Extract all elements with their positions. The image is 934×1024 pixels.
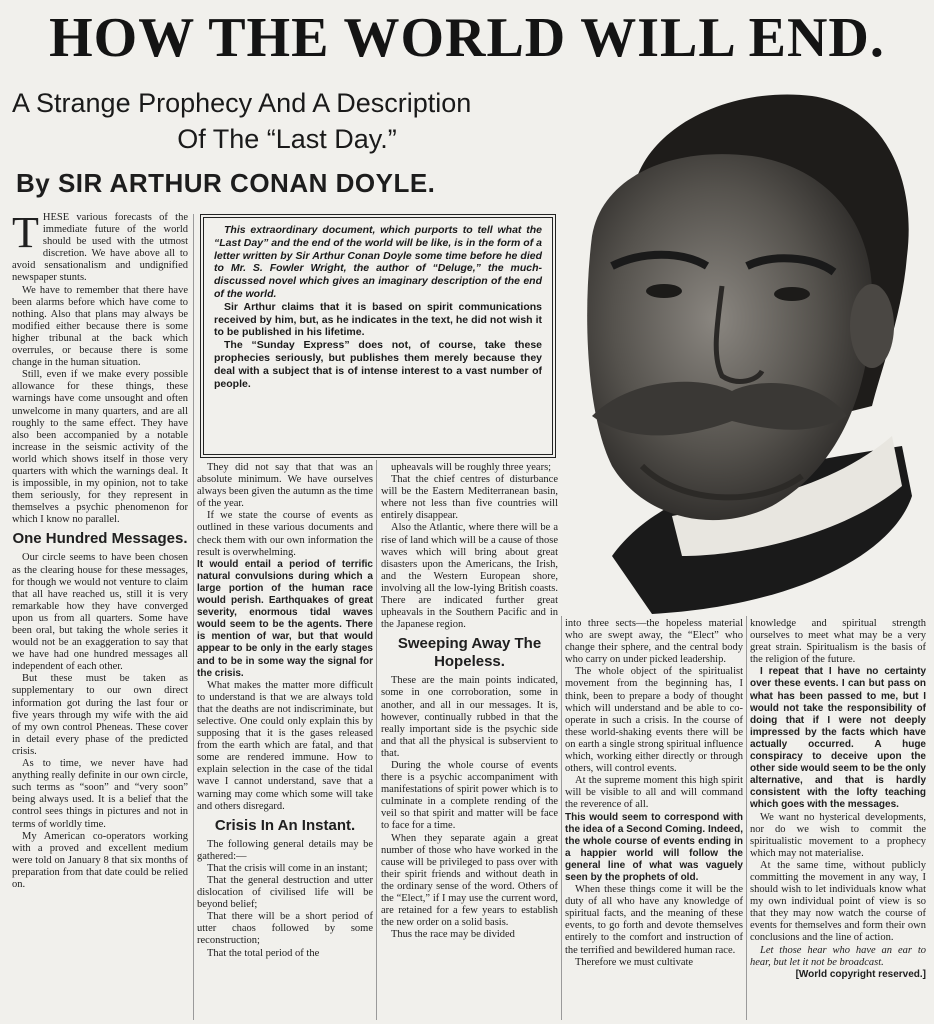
article-column-2	[197, 462, 373, 1020]
col1-p7: My American co-operators working with a proved and excellent medium were told on January 8 that six months of preparation from that date could be relied on.	[12, 830, 188, 890]
col3-p6: When they separate again a great number of those who have worked in the cause will be privileged to pass over with their spirit friends and without death in the ordinary sense of the word. Others of the “Elect,” if I may use the current word, are retained for a few years to establish the new order on a solid basis.	[381, 832, 558, 929]
portrait-photo	[572, 86, 922, 614]
copyright-notice: [World copyright reserved.]	[795, 968, 926, 980]
col2-p7: That there will be a short period of utter chaos followed by some reconstruction;	[197, 911, 373, 947]
editor-note-p1: This extraordinary document, which purports to tell what the “Last Day” and the end of the world will be like, is in the form of a letter written by Sir Arthur Conan Doyle some time before he died to Mr. S. Fowler Wright, the author of “Deluge,” the much-discussed novel which gives an imaginary description of the end of the world.	[214, 224, 542, 300]
column-rule	[376, 460, 377, 1020]
col4-p5: Therefore we must cultivate	[575, 956, 694, 968]
byline: By SIR ARTHUR CONAN DOYLE.	[16, 168, 436, 198]
column-rule	[746, 616, 747, 1020]
article-column-5	[750, 618, 926, 1020]
editor-note-p3: The “Sunday Express” does not, of course, take these prophecies seriously, but publishes them merely because they deal with a subject that is of intense interest to a vast number of people.	[214, 339, 542, 390]
headline: HOW THE WORLD WILL END.	[49, 7, 885, 69]
section-heading-crisis-in-an-instant: Crisis In An Instant.	[214, 816, 356, 834]
col4-p3b: This would seem to correspond with the idea of a Second Coming. Indeed, the whole course of events ending in a happier world will follow the general line of what was vaguely seen by the prophets of old.	[565, 811, 743, 883]
col3-p1: upheavals will be roughly three years;	[391, 462, 552, 473]
section-heading-sweeping-away: Sweeping Away The Hopeless.	[397, 635, 542, 671]
col5-p2: I repeat that I have no certainty over these events. I can but pass on what has been passed to me, but I would not take the responsibility of doing that if I were not deeply impressed by the facts which have actually occurred. A huge conspiracy to deceive upon the other side would seem to be the only alternative, and that is hardly consistent with the lofty teaching which goes with the messages.	[750, 666, 926, 811]
column-rule	[193, 214, 194, 1020]
col1-p6: As to time, we never have had anything really definite in our own circle, such terms as “soon” and “very soon” being always used. It is a belief that the control sees things in pictures and not in terms of worldly time.	[12, 758, 188, 830]
section-heading-one-hundred-messages: One Hundred Messages.	[12, 530, 188, 548]
col1-p1: HESE various forecasts of the immediate future of the world should be used with the utmost discretion. We have above all to avoid sensationalism and undignified newspaper stunts.	[12, 212, 188, 284]
editor-note-box	[200, 214, 556, 458]
col1-p2: We have to remember that there have been alarms before which have come to nothing. Also that plans may always be modified either because there is some higher tribunal at the back which overrules, or because there is some change in the human situation.	[12, 284, 188, 369]
col2-p1: They did not say that that was an absolute minimum. We have ourselves always been given the autumn as the time of the year.	[197, 462, 373, 510]
portrait-illustration	[572, 86, 922, 614]
col1-p4: Our circle seems to have been chosen as the clearing house for these messages, for though we would not venture to claim that all have reached us, still it is very remarkable how they have converged upon us from all quarters. Some have been oral, but taking the whole series it would not be an exaggeration to say that we have had one hundred messages all independent of each other.	[12, 552, 188, 673]
col2-p6: That the general destruction and utter dislocation of civilised life will be beyond belief;	[197, 875, 373, 911]
col3-p2: That the chief centres of disturbance will be the Eastern Mediterranean basin, where not less than five countries will entirely disappear.	[381, 474, 558, 522]
col2-p8: That the total period of the	[207, 947, 320, 959]
subheadline-line2: Of The “Last Day.”	[177, 124, 397, 154]
col5-p1: knowledge and spiritual strength ourselves to meet what may be a very great strain. Spiritualism is the basis of the religion of the future.	[750, 618, 926, 666]
subheadline-line1: A Strange Prophecy And A Description	[12, 88, 472, 118]
col2-p4: The following general details may be gathered:—	[197, 838, 373, 862]
col4-p3: At the supreme moment this high spirit will be visible to all and will command the reverence of all.	[565, 775, 743, 811]
article-column-1	[12, 212, 188, 1020]
col2-p2: If we state the course of events as outlined in these various documents and check them with our own information the result is overwhelming.	[197, 510, 373, 558]
col3-p7: Thus the race may be divided	[391, 929, 515, 941]
col2-p3: What makes the matter more difficult to understand is that we are always told that the deaths are not indiscriminate, but selective. One could only explain this by supposing that it is the gases released from the earth which are fatal, and that some are rendered immune. How to explain selection in the case of the tidal wave I cannot understand, save that a warning may come which some will take and others disregard.	[197, 679, 373, 812]
col4-p2: The whole object of the spiritualist movement from the beginning has, I think, been to prepare a body of thought which will understand and be able to co-operate in such a crisis. In the course of these world-shaking events there will be on earth a single strong spiritual influence which, working either directly or through others, will control events.	[565, 666, 743, 775]
col3-p3: Also the Atlantic, where there will be a rise of land which will be a cause of those waves which will bring about great disasters upon the Americans, the Irish, and the Western European shore, involving all the low-lying British coasts. There are indicated further great upheavals in the Southern Pacific and in the Japanese region.	[381, 522, 558, 631]
col5-p3: We want no hysterical developments, nor do we wish to commit the spiritualistic movement to a prophecy which may not materialise.	[750, 811, 926, 859]
editor-note-p2: Sir Arthur claims that it is based on spirit communications received by him, but, as he indicates in the text, he did not wish it to be published in his lifetime.	[214, 300, 542, 339]
col1-p5: But these must be taken as supplementary to our own direct information got during the last four or five years through my wife with the aid of my own control Pheneas. These cover in detail every phase of the predicted crisis.	[12, 673, 188, 757]
col2-p5: That the crisis will come in an instant;	[207, 862, 368, 874]
column-rule	[561, 616, 562, 1020]
col5-p4: At the same time, without publicly committing the movement in any way, I should wish to let individuals know what my own individual point of view is so that they may now watch the course of events for themselves and form their own conclusions and the line of action.	[750, 859, 926, 944]
drop-cap: T	[12, 212, 39, 257]
col2-p2b: It would entail a period of terrific natural convulsions during which a large portion of the human race would perish. Earthquakes of great severity, enormous tidal waves would seem to be the agents. There is mention of war, but that would appear to be only in the early stages and to be in some way the signal for the crisis.	[197, 558, 373, 679]
col3-p5: During the whole course of events there is a psychic accompaniment with manifestations of spirit power which is to culminate in a complete rending of the veil so that spirit and matter will be face to face for a time.	[381, 759, 558, 832]
col5-p5: Let those hear who have an ear to hear, but let it not be broadcast.	[750, 944, 926, 968]
col1-p3: Still, even if we make every possible allowance for these things, these warnings have come unsought and often unwelcome in many quarters, and are all roughly to the same effect. They have also been accompanied by a notable increase in the seismic activity of the world which shows itself in those very quarters with which the warnings deal. It is impossible, in my opinion, not to take them seriously, for they represent in themselves a psychic phenomenon for which I know no parallel.	[12, 369, 188, 526]
col3-p4: These are the main points indicated, some in one corroboration, some in another, and all in our messages. It is, however, continually rubbed in that the really important side is the psychic side and that all the physical is subservient to that.	[381, 675, 558, 759]
col4-p4: When these things come it will be the duty of all who have any knowledge of spiritual facts, and the meaning of these events, to go forth and devote themselves entirely to the comfort and instruction of the terrified and bewildered human race.	[565, 884, 743, 956]
article-column-3	[381, 462, 558, 1020]
article-column-4	[565, 618, 743, 1020]
col4-p1: into three sects—the hopeless material who are swept away, the “Elect” who change their sphere, and the central body who carry on under picked leadership.	[565, 618, 743, 666]
